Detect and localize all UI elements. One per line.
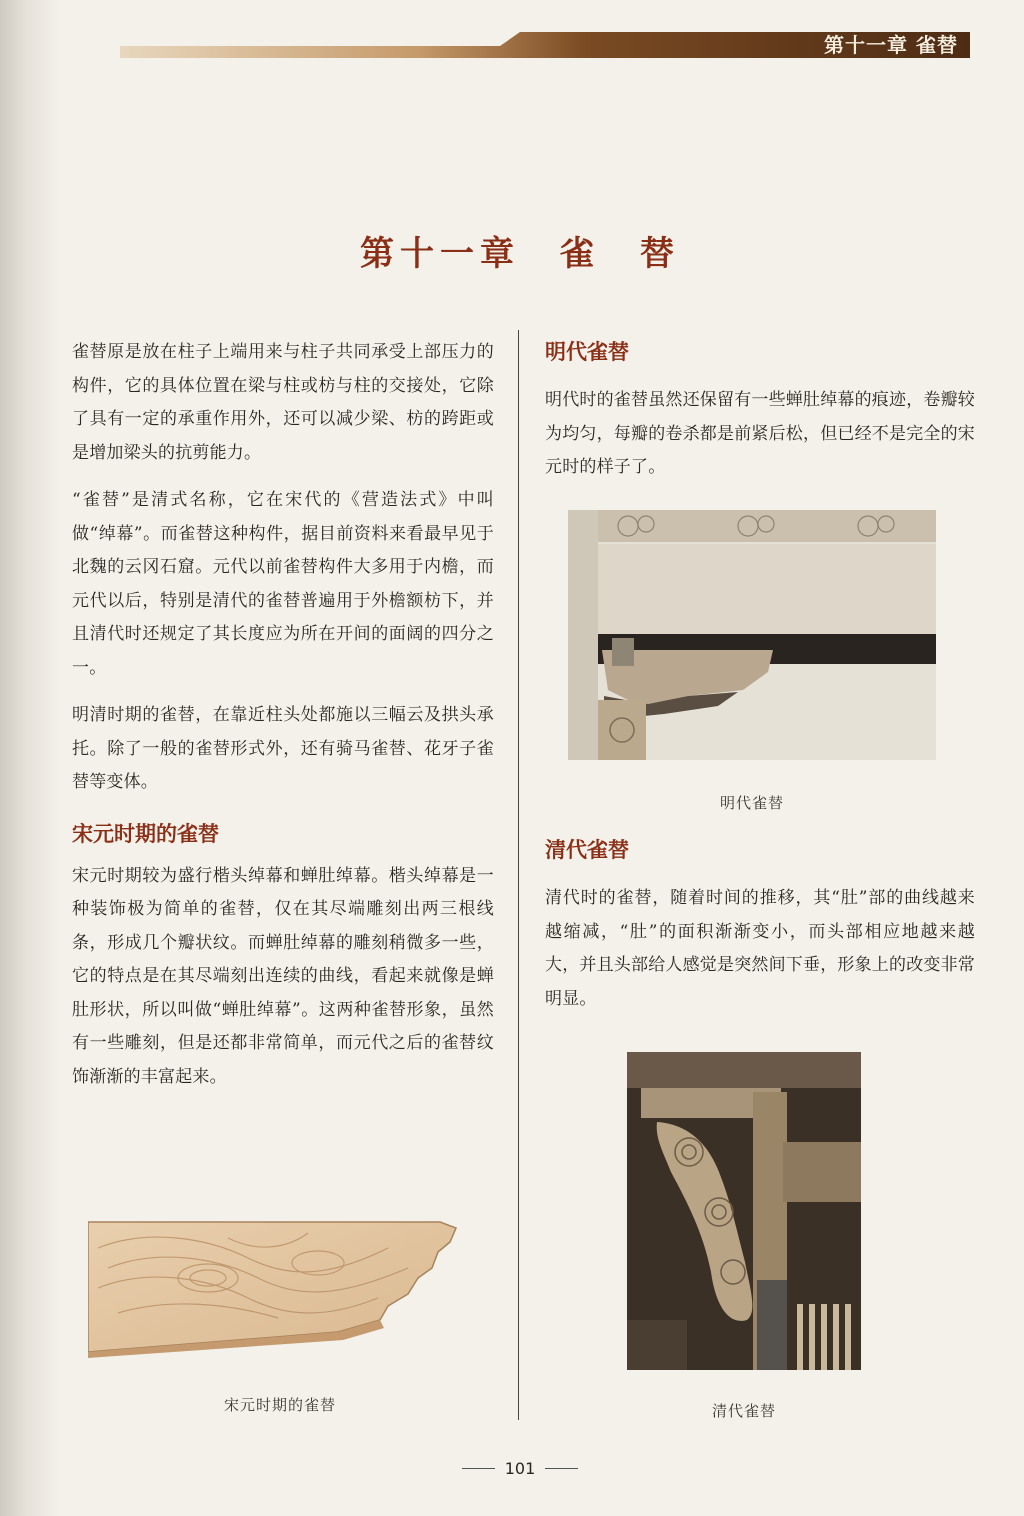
- qing-bracket-photo: [627, 1052, 861, 1370]
- right-column: [545, 336, 975, 499]
- ming-bracket-photo: [568, 510, 936, 760]
- page-number-rule-right: [545, 1468, 578, 1469]
- section-title-song-yuan: 宋元时期的雀替: [72, 821, 219, 846]
- ming-bracket-illustration: [568, 510, 936, 760]
- figure-caption-qing: 清代雀替: [711, 1402, 776, 1420]
- running-header: 第十一章 雀替: [824, 33, 958, 57]
- paragraph: 明清时期的雀替，在靠近柱头处都施以三幅云及拱头承托。除了一般的雀替形式外，还有骑马雀替、花牙子雀替等变体。: [72, 705, 494, 792]
- qing-bracket-illustration: [627, 1052, 861, 1370]
- song-yuan-bracket-figure: [88, 1218, 460, 1358]
- section-title-ming: 明代雀替: [545, 340, 629, 364]
- chapter-title: 第十一章 雀 替: [360, 234, 680, 274]
- figure-caption-ming: 明代雀替: [719, 794, 784, 812]
- paragraph: “雀替”是清式名称，它在宋代的《营造法式》中叫做“绰幕”。而雀替这种构件，据目前资料来看最早见于北魏的云冈石窟。元代以前雀替构件大多用于内檐，而元代以后，特别是清代的雀替普遍用于外檐额枋下，并且清代时还规定了其长度应为所在开间的面阔的四分之一。: [72, 490, 494, 678]
- paragraph: 雀替原是放在柱子上端用来与柱子共同承受上部压力的构件，它的具体位置在梁与柱或枋与柱的交接处，它除了具有一定的承重作用外，还可以减少梁、枋的跨距或是增加梁头的抗剪能力。: [72, 342, 494, 463]
- paragraph: 宋元时期较为盛行楷头绰幕和蝉肚绰幕。楷头绰幕是一种装饰极为简单的雀替，仅在其尽端雕刻出两三根线条，形成几个瓣状纹。而蝉肚绰幕的雕刻稍微多一些，它的特点是在其尽端刻出连续的曲线，看起来就像是蝉肚形状，所以叫做“蝉肚绰幕”。这两种雀替形象，虽然有一些雕刻，但是还都非常简单，而元代之后的雀替纹饰渐渐的丰富起来。: [72, 865, 494, 1087]
- left-column: [72, 336, 494, 1108]
- figure-caption-song-yuan: 宋元时期的雀替: [223, 1396, 336, 1414]
- paragraph: 清代时的雀替，随着时间的推移，其“肚”部的曲线越来越缩减，“肚”的面积渐渐变小，而头部相应地越来越大，并且头部给人感觉是突然间下垂，形象上的改变非常明显。: [545, 888, 975, 1009]
- page-number-text: 101: [504, 1458, 536, 1478]
- page-number-rule-left: [462, 1468, 495, 1469]
- right-column-qing: [545, 834, 975, 1030]
- section-title-qing: 清代雀替: [545, 838, 629, 862]
- paragraph: 明代时的雀替虽然还保留有一些蝉肚绰幕的痕迹，卷瓣较为均匀，每瓣的卷杀都是前紧后松，但已经不是完全的宋元时的样子了。: [545, 390, 975, 477]
- page-number: [452, 1456, 588, 1480]
- wood-bracket-illustration: [88, 1218, 460, 1358]
- column-divider: [518, 330, 519, 1420]
